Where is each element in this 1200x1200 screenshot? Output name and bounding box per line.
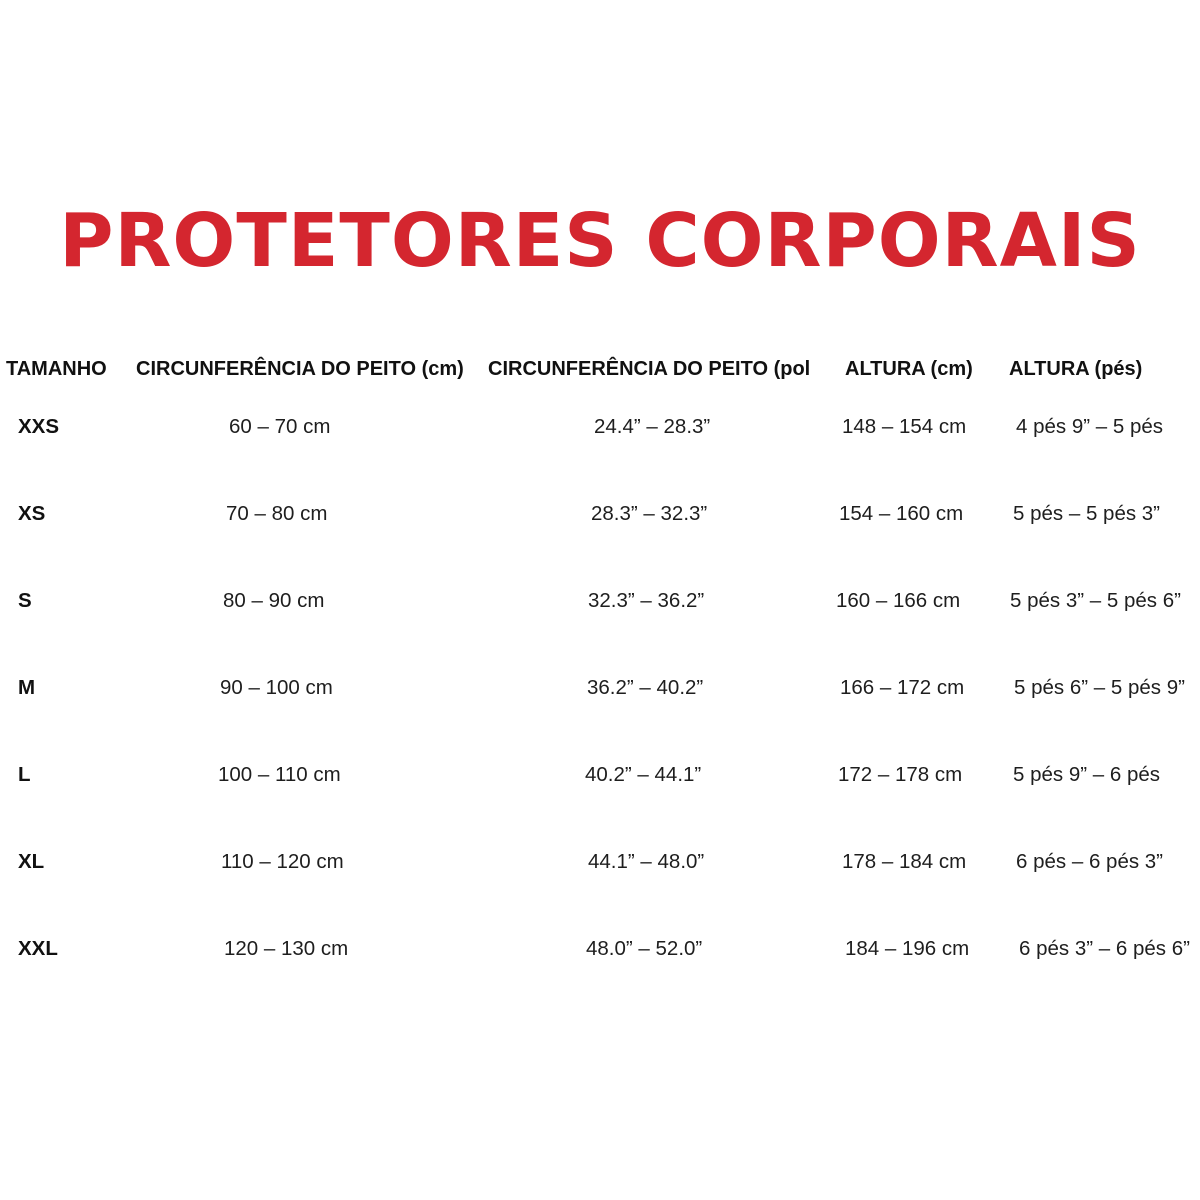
cell-chest-cm: 120 – 130 cm [224,937,349,960]
cell-size: XXS [18,415,60,438]
header-chest-cm: CIRCUNFERÊNCIA DO PEITO (cm) [136,358,464,380]
table-row [0,934,1200,964]
cell-chest-in: 44.1” – 48.0” [588,850,705,873]
cell-chest-cm: 110 – 120 cm [221,850,344,873]
table-row [0,847,1200,877]
cell-height-ft: 5 pés – 5 pés 3” [1013,502,1161,525]
cell-height-cm: 160 – 166 cm [836,589,961,612]
cell-size: XXL [18,937,58,960]
cell-height-cm: 178 – 184 cm [842,850,967,873]
cell-size: XS [18,502,46,525]
cell-size: M [18,676,36,699]
cell-chest-cm: 100 – 110 cm [218,763,341,786]
table-row [0,412,1200,442]
table-row [0,586,1200,616]
cell-size: S [18,589,32,612]
cell-chest-in: 36.2” – 40.2” [587,676,704,699]
header-height-cm: ALTURA (cm) [845,358,973,380]
cell-chest-cm: 80 – 90 cm [223,589,325,612]
cell-height-ft: 5 pés 6” – 5 pés 9” [1014,676,1185,699]
header-height-ft: ALTURA (pés) [1009,358,1143,380]
cell-height-ft: 5 pés 3” – 5 pés 6” [1010,589,1181,612]
header-chest-in: CIRCUNFERÊNCIA DO PEITO (pol [488,358,811,380]
cell-chest-in: 24.4” – 28.3” [594,415,711,438]
cell-height-cm: 148 – 154 cm [842,415,967,438]
cell-size: XL [18,850,45,873]
cell-chest-cm: 60 – 70 cm [229,415,331,438]
cell-size: L [18,763,31,786]
cell-height-cm: 172 – 178 cm [838,763,963,786]
table-row [0,760,1200,790]
table-row [0,673,1200,703]
cell-chest-cm: 90 – 100 cm [220,676,333,699]
cell-chest-cm: 70 – 80 cm [226,502,328,525]
cell-height-cm: 184 – 196 cm [845,937,970,960]
cell-chest-in: 48.0” – 52.0” [586,937,703,960]
cell-height-cm: 166 – 172 cm [840,676,965,699]
header-size: TAMANHO [6,358,107,380]
page-title: PROTETORES CORPORAIS [59,198,1141,284]
cell-height-ft: 4 pés 9” – 5 pés [1016,415,1164,438]
cell-height-ft: 6 pés 3” – 6 pés 6” [1019,937,1190,960]
table-row [0,499,1200,529]
cell-chest-in: 32.3” – 36.2” [588,589,705,612]
cell-height-cm: 154 – 160 cm [839,502,964,525]
cell-height-ft: 5 pés 9” – 6 pés [1013,763,1161,786]
cell-height-ft: 6 pés – 6 pés 3” [1016,850,1164,873]
cell-chest-in: 40.2” – 44.1” [585,763,702,786]
cell-chest-in: 28.3” – 32.3” [591,502,708,525]
